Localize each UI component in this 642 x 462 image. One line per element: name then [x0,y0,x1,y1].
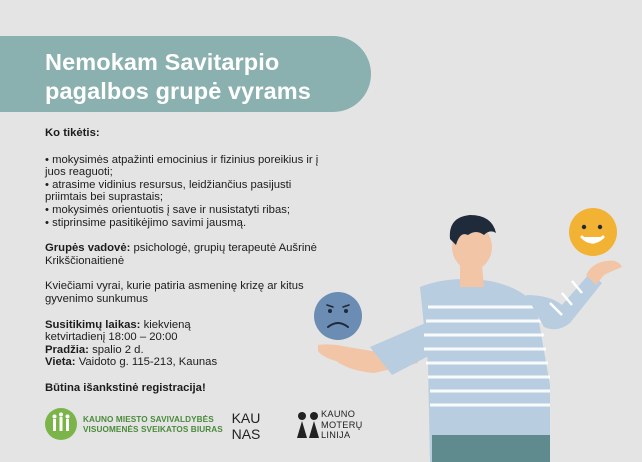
health-bureau-logo-icon [44,407,78,441]
list-item: • atrasime vidinius resursus, leidžiančius pasijusti [45,178,292,191]
leaders-value: psichologė, grupių terapeutė Aušrinė [130,242,317,255]
partner-logos [0,400,642,450]
health-bureau-name: KAUNO MIESTO SAVIVALDYBĖS VISUOMENĖS SVEIKATOS BIURAS [83,415,223,434]
schedule-time-2: ketvirtadienį 18:00 – 20:00 [45,331,178,344]
place-value: Vaidoto g. 115-213, Kaunas [75,356,218,369]
happy-face-icon [569,208,617,256]
invitation-line-2: gyvenimo sunkumus [45,292,148,305]
leaders-label: Grupės vadovė: [45,242,131,255]
title-line-1: Nemokam Savitarpio [45,49,280,75]
city-logo-text-1: KAU [231,410,261,426]
kaunas-city-logo-icon [226,405,266,445]
city-logo-text-2: NAS [231,426,261,442]
time-value: kiekvieną [140,318,191,331]
list-item: priimtais bei suprastais; [45,191,164,204]
list-item: • mokysimės orientuotis į save ir nusistatyti ribas; [45,203,291,216]
start-value: spalio 2 d. [88,343,144,356]
list-item: • stiprinsime pasitikėjimo savimi jausmą. [45,216,247,229]
time-label: Susitikimų laikas: [45,318,141,331]
expect-heading: Ko tikėtis: [45,127,100,139]
place-label: Vieta: [45,356,76,369]
list-item: juos reaguoti; [45,166,113,179]
womens-line-name: KAUNO MOTERŲ LINIJA [321,409,363,440]
list-item: • mokysimės atpažinti emocinius ir fizinius poreikius ir į [45,153,319,166]
leaders-value-2: Krikščionaitienė [45,254,125,267]
invitation-line-1: Kviečiami vyrai, kurie patiria asmeninę krizę ar kitus [45,280,304,293]
sad-face-icon [314,292,362,340]
title-line-2: pagalbos grupė vyrams [45,78,311,104]
page-title [45,48,365,106]
start-label: Pradžia: [45,343,89,356]
womens-line-logo-icon [294,408,322,440]
registration-note: Būtina išankstinė registracija! [45,381,206,394]
